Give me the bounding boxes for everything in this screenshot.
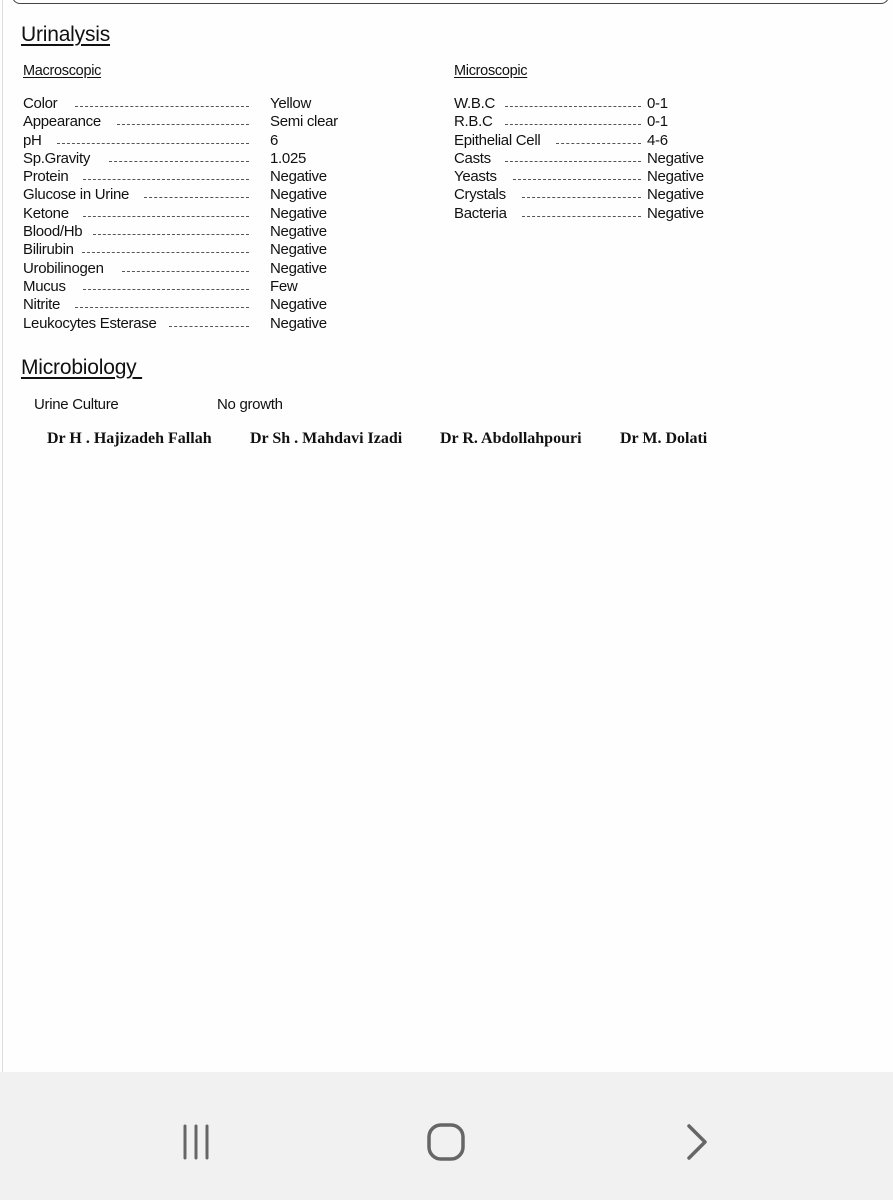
row-label: W.B.C xyxy=(454,95,496,112)
row-label: Urobilinogen xyxy=(23,259,104,277)
row-value: Negative xyxy=(270,168,327,186)
microscopic-table xyxy=(454,95,754,223)
leader-line xyxy=(93,234,249,235)
row-value: Negative xyxy=(270,314,327,332)
back-icon xyxy=(676,1122,716,1162)
table-row xyxy=(23,205,363,223)
leader-line xyxy=(522,197,641,198)
table-row xyxy=(454,186,754,204)
row-value: Negative xyxy=(270,223,327,241)
row-value: Negative xyxy=(647,149,704,167)
leader-line xyxy=(75,307,249,308)
row-label: R.B.C xyxy=(454,113,493,131)
leader-line xyxy=(169,326,249,327)
row-label: Glucose in Urine xyxy=(23,186,130,204)
row-label: Ketone xyxy=(23,204,69,222)
table-row xyxy=(23,132,363,150)
table-row xyxy=(23,296,363,314)
row-value: 6 xyxy=(270,131,279,149)
row-label: Mucus xyxy=(23,277,66,295)
home-icon xyxy=(426,1122,466,1162)
row-value: Negative xyxy=(647,204,704,222)
table-row xyxy=(454,205,754,223)
table-row xyxy=(454,150,754,168)
row-value: Negative xyxy=(270,259,327,277)
doctor-name: Dr Sh . Mahdavi Izadi xyxy=(250,430,403,447)
leader-line xyxy=(513,179,641,180)
leader-line xyxy=(83,216,249,217)
leader-line xyxy=(109,161,249,162)
leader-line xyxy=(75,106,249,107)
urinalysis-heading: Urinalysis xyxy=(21,23,111,46)
row-label: Urine Culture xyxy=(34,396,119,413)
doctor-name: Dr R. Abdollahpouri xyxy=(440,430,582,447)
leader-line xyxy=(122,271,249,272)
leader-line xyxy=(556,143,641,144)
row-label: Bilirubin xyxy=(23,241,74,259)
table-row xyxy=(23,260,363,278)
row-label: Protein xyxy=(23,168,69,186)
row-label: Appearance xyxy=(23,113,101,131)
row-value: Negative xyxy=(270,241,327,259)
leader-line xyxy=(505,161,641,162)
row-label: Color xyxy=(23,95,58,112)
table-row xyxy=(454,132,754,150)
table-row xyxy=(454,113,754,131)
leader-line xyxy=(82,252,249,253)
document-frame-border xyxy=(12,0,889,4)
table-row xyxy=(23,186,363,204)
leader-line xyxy=(522,216,641,217)
row-label: Yeasts xyxy=(454,168,497,186)
row-label: Casts xyxy=(454,149,491,167)
table-row xyxy=(454,168,754,186)
row-value: 0-1 xyxy=(647,95,668,112)
leader-line xyxy=(505,124,641,125)
row-value: No growth xyxy=(217,396,283,413)
leader-line xyxy=(144,197,249,198)
table-row xyxy=(23,223,363,241)
row-value: 1.025 xyxy=(270,149,307,167)
doctor-name: Dr H . Hajizadeh Fallah xyxy=(47,430,212,447)
macroscopic-heading: Macroscopic xyxy=(23,63,102,79)
row-label: Epithelial Cell xyxy=(454,131,541,149)
table-row xyxy=(23,168,363,186)
home-button[interactable] xyxy=(406,1112,486,1172)
row-value: Negative xyxy=(270,186,327,204)
row-label: Bacteria xyxy=(454,204,507,222)
row-value: Yellow xyxy=(270,95,312,112)
document-edge xyxy=(2,0,3,1072)
table-row xyxy=(23,315,363,333)
row-value: Negative xyxy=(647,186,704,204)
row-label: Nitrite xyxy=(23,296,61,314)
table-row xyxy=(23,241,363,259)
doctor-name: Dr M. Dolati xyxy=(620,430,708,447)
row-value: Negative xyxy=(647,168,704,186)
table-row xyxy=(23,150,363,168)
leader-line xyxy=(83,289,249,290)
row-label: Leukocytes Esterase xyxy=(23,314,157,332)
leader-line xyxy=(117,124,249,125)
microscopic-heading: Microscopic xyxy=(454,63,528,79)
microbiology-heading: Microbiology xyxy=(21,356,137,379)
row-value: Negative xyxy=(270,296,327,314)
row-label: Crystals xyxy=(454,186,506,204)
table-row xyxy=(23,113,363,131)
table-row xyxy=(454,95,754,113)
recent-apps-icon xyxy=(176,1122,216,1162)
macroscopic-table xyxy=(23,95,363,333)
recent-apps-button[interactable] xyxy=(156,1112,236,1172)
row-label: Blood/Hb xyxy=(23,223,83,241)
row-label: pH xyxy=(23,131,42,149)
row-value: 0-1 xyxy=(647,113,668,131)
back-button[interactable] xyxy=(656,1112,736,1172)
row-value: Negative xyxy=(270,204,327,222)
leader-line xyxy=(83,179,249,180)
doctor-signatures xyxy=(47,430,747,452)
row-value: Few xyxy=(270,277,298,295)
table-row xyxy=(23,95,363,113)
row-value: 4-6 xyxy=(647,131,668,149)
row-value: Semi clear xyxy=(270,113,338,131)
table-row xyxy=(23,278,363,296)
row-label: Sp.Gravity xyxy=(23,149,91,167)
system-navigation-bar xyxy=(0,1072,893,1200)
leader-line xyxy=(57,143,249,144)
leader-line xyxy=(505,106,641,107)
